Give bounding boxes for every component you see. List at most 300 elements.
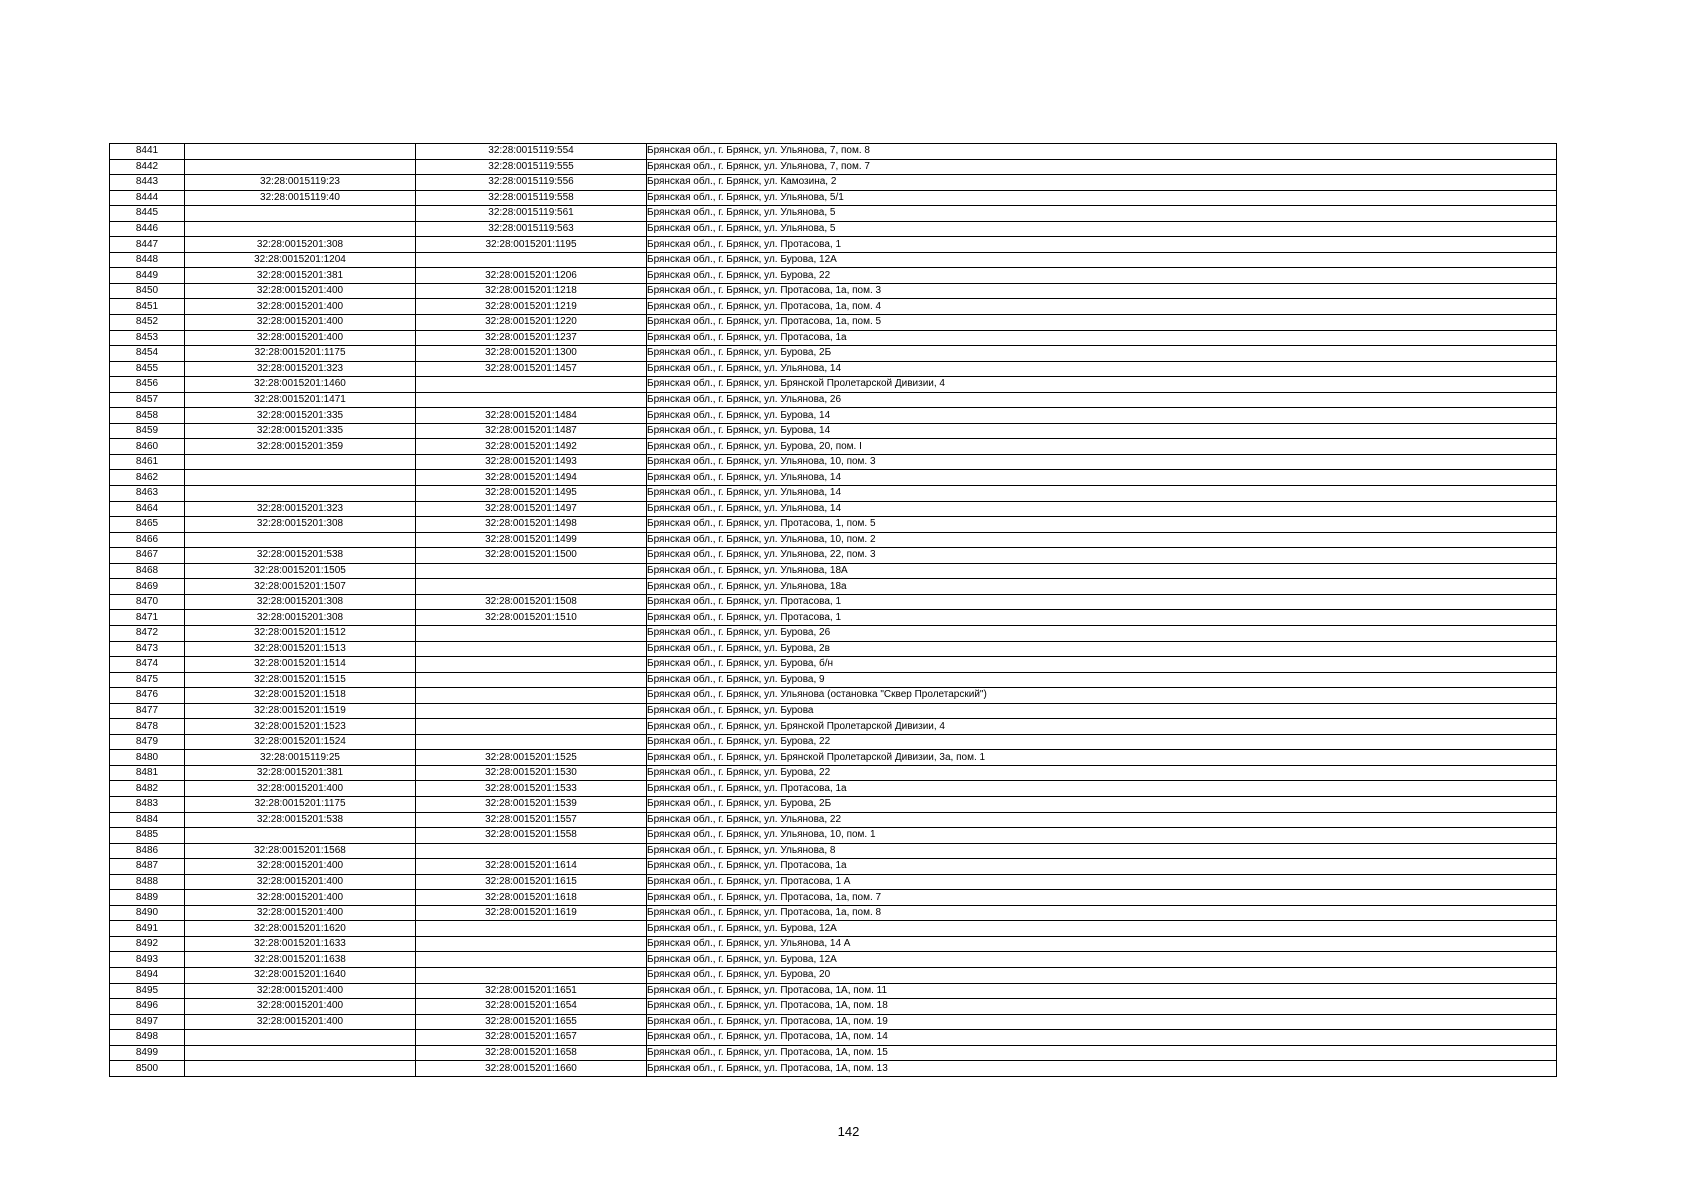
row-number-cell: 8485 <box>110 828 185 844</box>
row-number-cell: 8468 <box>110 563 185 579</box>
table-row <box>110 874 1557 890</box>
table-row <box>110 641 1557 657</box>
land-cadastral-number-cell: 32:28:0015201:1512 <box>185 625 416 641</box>
table-row <box>110 828 1557 844</box>
object-cadastral-number-cell <box>416 703 647 719</box>
object-cadastral-number-cell: 32:28:0015201:1206 <box>416 268 647 284</box>
address-cell: Брянская обл., г. Брянск, ул. Бурова <box>647 703 1557 719</box>
land-cadastral-number-cell <box>185 1045 416 1061</box>
land-cadastral-number-cell: 32:28:0015201:1513 <box>185 641 416 657</box>
row-number-cell: 8486 <box>110 843 185 859</box>
object-cadastral-number-cell: 32:28:0015201:1657 <box>416 1030 647 1046</box>
row-number-cell: 8496 <box>110 999 185 1015</box>
land-cadastral-number-cell: 32:28:0015201:538 <box>185 812 416 828</box>
address-cell: Брянская обл., г. Брянск, ул. Ульянова, 18а <box>647 579 1557 595</box>
address-cell: Брянская обл., г. Брянск, ул. Протасова, 1а, пом. 5 <box>647 315 1557 331</box>
row-number-cell: 8453 <box>110 330 185 346</box>
address-cell: Брянская обл., г. Брянск, ул. Бурова, б/н <box>647 657 1557 673</box>
land-cadastral-number-cell: 32:28:0015201:381 <box>185 765 416 781</box>
land-cadastral-number-cell <box>185 470 416 486</box>
table-row <box>110 750 1557 766</box>
object-cadastral-number-cell: 32:28:0015201:1508 <box>416 594 647 610</box>
address-cell: Брянская обл., г. Брянск, ул. Ульянова, 10, пом. 1 <box>647 828 1557 844</box>
table-row <box>110 999 1557 1015</box>
object-cadastral-number-cell: 32:28:0015201:1487 <box>416 423 647 439</box>
table-row <box>110 1030 1557 1046</box>
address-cell: Брянская обл., г. Брянск, ул. Ульянова, 14 <box>647 470 1557 486</box>
object-cadastral-number-cell <box>416 734 647 750</box>
object-cadastral-number-cell: 32:28:0015201:1484 <box>416 408 647 424</box>
row-number-cell: 8463 <box>110 486 185 502</box>
row-number-cell: 8488 <box>110 874 185 890</box>
object-cadastral-number-cell: 32:28:0015201:1218 <box>416 283 647 299</box>
land-cadastral-number-cell: 32:28:0015119:40 <box>185 190 416 206</box>
object-cadastral-number-cell: 32:28:0015201:1558 <box>416 828 647 844</box>
table-row <box>110 532 1557 548</box>
address-cell: Брянская обл., г. Брянск, ул. Камозина, 2 <box>647 175 1557 191</box>
object-cadastral-number-cell <box>416 657 647 673</box>
row-number-cell: 8450 <box>110 283 185 299</box>
object-cadastral-number-cell: 32:28:0015201:1237 <box>416 330 647 346</box>
table-row <box>110 175 1557 191</box>
object-cadastral-number-cell: 32:28:0015201:1539 <box>416 796 647 812</box>
address-cell: Брянская обл., г. Брянск, ул. Протасова, 1А, пом. 19 <box>647 1014 1557 1030</box>
row-number-cell: 8491 <box>110 921 185 937</box>
address-cell: Брянская обл., г. Брянск, ул. Протасова, 1а, пом. 3 <box>647 283 1557 299</box>
row-number-cell: 8473 <box>110 641 185 657</box>
address-cell: Брянская обл., г. Брянск, ул. Бурова, 22 <box>647 734 1557 750</box>
address-cell: Брянская обл., г. Брянск, ул. Ульянова (остановка "Сквер Пролетарский") <box>647 688 1557 704</box>
table-row <box>110 983 1557 999</box>
row-number-cell: 8492 <box>110 936 185 952</box>
table-row <box>110 283 1557 299</box>
address-cell: Брянская обл., г. Брянск, ул. Ульянова, 10, пом. 2 <box>647 532 1557 548</box>
address-cell: Брянская обл., г. Брянск, ул. Протасова, 1, пом. 5 <box>647 517 1557 533</box>
land-cadastral-number-cell <box>185 454 416 470</box>
land-cadastral-number-cell <box>185 1061 416 1077</box>
object-cadastral-number-cell <box>416 579 647 595</box>
land-cadastral-number-cell: 32:28:0015201:1471 <box>185 392 416 408</box>
object-cadastral-number-cell: 32:28:0015201:1614 <box>416 859 647 875</box>
object-cadastral-number-cell: 32:28:0015201:1500 <box>416 548 647 564</box>
row-number-cell: 8500 <box>110 1061 185 1077</box>
land-cadastral-number-cell: 32:28:0015201:400 <box>185 283 416 299</box>
table-row <box>110 688 1557 704</box>
table-row <box>110 936 1557 952</box>
row-number-cell: 8480 <box>110 750 185 766</box>
land-cadastral-number-cell <box>185 486 416 502</box>
object-cadastral-number-cell: 32:28:0015201:1195 <box>416 237 647 253</box>
row-number-cell: 8495 <box>110 983 185 999</box>
table-row <box>110 1061 1557 1077</box>
row-number-cell: 8444 <box>110 190 185 206</box>
row-number-cell: 8494 <box>110 967 185 983</box>
land-cadastral-number-cell <box>185 159 416 175</box>
address-cell: Брянская обл., г. Брянск, ул. Бурова, 20, пом. I <box>647 439 1557 455</box>
address-cell: Брянская обл., г. Брянск, ул. Бурова, 9 <box>647 672 1557 688</box>
table-row <box>110 812 1557 828</box>
address-cell: Брянская обл., г. Брянск, ул. Брянской Пролетарской Дивизии, 4 <box>647 377 1557 393</box>
object-cadastral-number-cell: 32:28:0015201:1494 <box>416 470 647 486</box>
row-number-cell: 8470 <box>110 594 185 610</box>
row-number-cell: 8441 <box>110 144 185 160</box>
land-cadastral-number-cell: 32:28:0015201:400 <box>185 330 416 346</box>
table-row <box>110 408 1557 424</box>
land-cadastral-number-cell: 32:28:0015201:1514 <box>185 657 416 673</box>
page-number: 142 <box>837 1124 860 1139</box>
table-row <box>110 439 1557 455</box>
object-cadastral-number-cell: 32:28:0015201:1219 <box>416 299 647 315</box>
address-cell: Брянская обл., г. Брянск, ул. Брянской Пролетарской Дивизии, 4 <box>647 719 1557 735</box>
object-cadastral-number-cell: 32:28:0015201:1651 <box>416 983 647 999</box>
land-cadastral-number-cell: 32:28:0015201:1507 <box>185 579 416 595</box>
address-cell: Брянская обл., г. Брянск, ул. Протасова, 1а, пом. 7 <box>647 890 1557 906</box>
table-row <box>110 268 1557 284</box>
land-cadastral-number-cell: 32:28:0015201:1175 <box>185 796 416 812</box>
land-cadastral-number-cell: 32:28:0015201:400 <box>185 890 416 906</box>
address-cell: Брянская обл., г. Брянск, ул. Ульянова, 22, пом. 3 <box>647 548 1557 564</box>
table-row <box>110 796 1557 812</box>
object-cadastral-number-cell: 32:28:0015201:1493 <box>416 454 647 470</box>
address-cell: Брянская обл., г. Брянск, ул. Ульянова, 5 <box>647 221 1557 237</box>
row-number-cell: 8462 <box>110 470 185 486</box>
address-cell: Брянская обл., г. Брянск, ул. Бурова, 2в <box>647 641 1557 657</box>
row-number-cell: 8459 <box>110 423 185 439</box>
address-cell: Брянская обл., г. Брянск, ул. Протасова, 1А, пом. 11 <box>647 983 1557 999</box>
table-row <box>110 315 1557 331</box>
table-row <box>110 625 1557 641</box>
land-cadastral-number-cell <box>185 144 416 160</box>
object-cadastral-number-cell: 32:28:0015201:1618 <box>416 890 647 906</box>
address-cell: Брянская обл., г. Брянск, ул. Протасова, 1 А <box>647 874 1557 890</box>
row-number-cell: 8479 <box>110 734 185 750</box>
land-cadastral-number-cell: 32:28:0015201:1524 <box>185 734 416 750</box>
land-cadastral-number-cell: 32:28:0015119:25 <box>185 750 416 766</box>
land-cadastral-number-cell: 32:28:0015201:323 <box>185 361 416 377</box>
table-row <box>110 703 1557 719</box>
land-cadastral-number-cell: 32:28:0015201:1515 <box>185 672 416 688</box>
address-cell: Брянская обл., г. Брянск, ул. Бурова, 20 <box>647 967 1557 983</box>
register-table <box>109 143 1557 1077</box>
row-number-cell: 8487 <box>110 859 185 875</box>
object-cadastral-number-cell: 32:28:0015201:1495 <box>416 486 647 502</box>
table-row <box>110 221 1557 237</box>
land-cadastral-number-cell: 32:28:0015201:359 <box>185 439 416 455</box>
land-cadastral-number-cell <box>185 221 416 237</box>
table-row <box>110 144 1557 160</box>
table-row <box>110 765 1557 781</box>
address-cell: Брянская обл., г. Брянск, ул. Протасова, 1А, пом. 14 <box>647 1030 1557 1046</box>
address-cell: Брянская обл., г. Брянск, ул. Протасова, 1 <box>647 610 1557 626</box>
address-cell: Брянская обл., г. Брянск, ул. Ульянова, 14 <box>647 501 1557 517</box>
row-number-cell: 8456 <box>110 377 185 393</box>
object-cadastral-number-cell: 32:28:0015201:1557 <box>416 812 647 828</box>
object-cadastral-number-cell: 32:28:0015119:555 <box>416 159 647 175</box>
object-cadastral-number-cell: 32:28:0015201:1619 <box>416 905 647 921</box>
table-row <box>110 392 1557 408</box>
register-table-body <box>110 144 1557 1077</box>
object-cadastral-number-cell <box>416 252 647 268</box>
row-number-cell: 8497 <box>110 1014 185 1030</box>
object-cadastral-number-cell: 32:28:0015201:1492 <box>416 439 647 455</box>
address-cell: Брянская обл., г. Брянск, ул. Бурова, 26 <box>647 625 1557 641</box>
table-row <box>110 299 1557 315</box>
row-number-cell: 8482 <box>110 781 185 797</box>
land-cadastral-number-cell: 32:28:0015201:335 <box>185 408 416 424</box>
address-cell: Брянская обл., г. Брянск, ул. Ульянова, 8 <box>647 843 1557 859</box>
land-cadastral-number-cell: 32:28:0015201:400 <box>185 781 416 797</box>
table-row <box>110 454 1557 470</box>
address-cell: Брянская обл., г. Брянск, ул. Бурова, 12А <box>647 952 1557 968</box>
table-row <box>110 890 1557 906</box>
table-row <box>110 1014 1557 1030</box>
address-cell: Брянская обл., г. Брянск, ул. Бурова, 14 <box>647 408 1557 424</box>
land-cadastral-number-cell: 32:28:0015201:335 <box>185 423 416 439</box>
address-cell: Брянская обл., г. Брянск, ул. Бурова, 22 <box>647 765 1557 781</box>
object-cadastral-number-cell: 32:28:0015201:1300 <box>416 346 647 362</box>
object-cadastral-number-cell: 32:28:0015119:554 <box>416 144 647 160</box>
row-number-cell: 8484 <box>110 812 185 828</box>
row-number-cell: 8442 <box>110 159 185 175</box>
address-cell: Брянская обл., г. Брянск, ул. Протасова, 1а <box>647 859 1557 875</box>
address-cell: Брянская обл., г. Брянск, ул. Ульянова, 26 <box>647 392 1557 408</box>
table-row <box>110 423 1557 439</box>
object-cadastral-number-cell <box>416 952 647 968</box>
table-row <box>110 470 1557 486</box>
address-cell: Брянская обл., г. Брянск, ул. Ульянова, 10, пом. 3 <box>647 454 1557 470</box>
address-cell: Брянская обл., г. Брянск, ул. Ульянова, 18А <box>647 563 1557 579</box>
table-row <box>110 486 1557 502</box>
table-row <box>110 563 1557 579</box>
land-cadastral-number-cell: 32:28:0015201:308 <box>185 237 416 253</box>
table-row <box>110 501 1557 517</box>
table-row <box>110 1045 1557 1061</box>
object-cadastral-number-cell: 32:28:0015201:1615 <box>416 874 647 890</box>
address-cell: Брянская обл., г. Брянск, ул. Ульянова, 14 А <box>647 936 1557 952</box>
address-cell: Брянская обл., г. Брянск, ул. Ульянова, 5 <box>647 206 1557 222</box>
land-cadastral-number-cell: 32:28:0015201:308 <box>185 610 416 626</box>
row-number-cell: 8472 <box>110 625 185 641</box>
table-row <box>110 610 1557 626</box>
object-cadastral-number-cell: 32:28:0015201:1457 <box>416 361 647 377</box>
row-number-cell: 8469 <box>110 579 185 595</box>
row-number-cell: 8474 <box>110 657 185 673</box>
row-number-cell: 8481 <box>110 765 185 781</box>
table-row <box>110 672 1557 688</box>
row-number-cell: 8498 <box>110 1030 185 1046</box>
object-cadastral-number-cell <box>416 936 647 952</box>
row-number-cell: 8478 <box>110 719 185 735</box>
row-number-cell: 8475 <box>110 672 185 688</box>
object-cadastral-number-cell: 32:28:0015201:1498 <box>416 517 647 533</box>
address-cell: Брянская обл., г. Брянск, ул. Протасова, 1 <box>647 594 1557 610</box>
address-cell: Брянская обл., г. Брянск, ул. Протасова, 1А, пом. 13 <box>647 1061 1557 1077</box>
address-cell: Брянская обл., г. Брянск, ул. Бурова, 2Б <box>647 796 1557 812</box>
object-cadastral-number-cell: 32:28:0015201:1655 <box>416 1014 647 1030</box>
object-cadastral-number-cell: 32:28:0015201:1660 <box>416 1061 647 1077</box>
row-number-cell: 8471 <box>110 610 185 626</box>
object-cadastral-number-cell <box>416 392 647 408</box>
object-cadastral-number-cell <box>416 641 647 657</box>
table-row <box>110 657 1557 673</box>
table-row <box>110 719 1557 735</box>
land-cadastral-number-cell: 32:28:0015201:400 <box>185 299 416 315</box>
object-cadastral-number-cell: 32:28:0015119:563 <box>416 221 647 237</box>
land-cadastral-number-cell: 32:28:0015201:1523 <box>185 719 416 735</box>
land-cadastral-number-cell: 32:28:0015201:1638 <box>185 952 416 968</box>
land-cadastral-number-cell: 32:28:0015201:1460 <box>185 377 416 393</box>
row-number-cell: 8467 <box>110 548 185 564</box>
address-cell: Брянская обл., г. Брянск, ул. Ульянова, 5/1 <box>647 190 1557 206</box>
land-cadastral-number-cell: 32:28:0015201:381 <box>185 268 416 284</box>
row-number-cell: 8460 <box>110 439 185 455</box>
row-number-cell: 8448 <box>110 252 185 268</box>
land-cadastral-number-cell: 32:28:0015201:1505 <box>185 563 416 579</box>
row-number-cell: 8461 <box>110 454 185 470</box>
object-cadastral-number-cell: 32:28:0015119:558 <box>416 190 647 206</box>
table-row <box>110 237 1557 253</box>
land-cadastral-number-cell: 32:28:0015201:400 <box>185 999 416 1015</box>
object-cadastral-number-cell: 32:28:0015201:1658 <box>416 1045 647 1061</box>
table-row <box>110 921 1557 937</box>
land-cadastral-number-cell: 32:28:0015201:400 <box>185 859 416 875</box>
land-cadastral-number-cell: 32:28:0015201:1640 <box>185 967 416 983</box>
land-cadastral-number-cell: 32:28:0015201:323 <box>185 501 416 517</box>
address-cell: Брянская обл., г. Брянск, ул. Бурова, 22 <box>647 268 1557 284</box>
land-cadastral-number-cell: 32:28:0015201:1204 <box>185 252 416 268</box>
row-number-cell: 8493 <box>110 952 185 968</box>
land-cadastral-number-cell: 32:28:0015201:1519 <box>185 703 416 719</box>
land-cadastral-number-cell: 32:28:0015201:400 <box>185 905 416 921</box>
table-row <box>110 781 1557 797</box>
land-cadastral-number-cell: 32:28:0015201:1620 <box>185 921 416 937</box>
table-row <box>110 967 1557 983</box>
address-cell: Брянская обл., г. Брянск, ул. Бурова, 12А <box>647 921 1557 937</box>
row-number-cell: 8483 <box>110 796 185 812</box>
object-cadastral-number-cell <box>416 843 647 859</box>
address-cell: Брянская обл., г. Брянск, ул. Протасова, 1 <box>647 237 1557 253</box>
object-cadastral-number-cell: 32:28:0015201:1525 <box>416 750 647 766</box>
row-number-cell: 8466 <box>110 532 185 548</box>
land-cadastral-number-cell: 32:28:0015201:1568 <box>185 843 416 859</box>
land-cadastral-number-cell <box>185 532 416 548</box>
row-number-cell: 8455 <box>110 361 185 377</box>
land-cadastral-number-cell: 32:28:0015201:1633 <box>185 936 416 952</box>
table-row <box>110 330 1557 346</box>
table-row <box>110 159 1557 175</box>
land-cadastral-number-cell <box>185 206 416 222</box>
row-number-cell: 8443 <box>110 175 185 191</box>
row-number-cell: 8446 <box>110 221 185 237</box>
land-cadastral-number-cell <box>185 1030 416 1046</box>
object-cadastral-number-cell: 32:28:0015119:561 <box>416 206 647 222</box>
land-cadastral-number-cell: 32:28:0015201:308 <box>185 594 416 610</box>
table-row <box>110 190 1557 206</box>
row-number-cell: 8465 <box>110 517 185 533</box>
object-cadastral-number-cell <box>416 672 647 688</box>
object-cadastral-number-cell: 32:28:0015201:1533 <box>416 781 647 797</box>
object-cadastral-number-cell <box>416 625 647 641</box>
table-row <box>110 548 1557 564</box>
object-cadastral-number-cell: 32:28:0015201:1530 <box>416 765 647 781</box>
address-cell: Брянская обл., г. Брянск, ул. Протасова, 1а, пом. 8 <box>647 905 1557 921</box>
row-number-cell: 8454 <box>110 346 185 362</box>
table-row <box>110 361 1557 377</box>
object-cadastral-number-cell: 32:28:0015201:1499 <box>416 532 647 548</box>
address-cell: Брянская обл., г. Брянск, ул. Ульянова, 14 <box>647 486 1557 502</box>
address-cell: Брянская обл., г. Брянск, ул. Бурова, 14 <box>647 423 1557 439</box>
address-cell: Брянская обл., г. Брянск, ул. Протасова, 1а <box>647 781 1557 797</box>
table-row <box>110 905 1557 921</box>
address-cell: Брянская обл., г. Брянск, ул. Бурова, 12А <box>647 252 1557 268</box>
row-number-cell: 8447 <box>110 237 185 253</box>
object-cadastral-number-cell: 32:28:0015201:1654 <box>416 999 647 1015</box>
row-number-cell: 8445 <box>110 206 185 222</box>
land-cadastral-number-cell: 32:28:0015201:400 <box>185 315 416 331</box>
table-row <box>110 252 1557 268</box>
table-row <box>110 579 1557 595</box>
address-cell: Брянская обл., г. Брянск, ул. Брянской Пролетарской Дивизии, 3а, пом. 1 <box>647 750 1557 766</box>
land-cadastral-number-cell: 32:28:0015201:400 <box>185 1014 416 1030</box>
land-cadastral-number-cell: 32:28:0015201:400 <box>185 983 416 999</box>
object-cadastral-number-cell: 32:28:0015119:556 <box>416 175 647 191</box>
land-cadastral-number-cell: 32:28:0015201:538 <box>185 548 416 564</box>
land-cadastral-number-cell: 32:28:0015201:308 <box>185 517 416 533</box>
address-cell: Брянская обл., г. Брянск, ул. Протасова, 1А, пом. 15 <box>647 1045 1557 1061</box>
object-cadastral-number-cell: 32:28:0015201:1497 <box>416 501 647 517</box>
table-row <box>110 517 1557 533</box>
table-row <box>110 734 1557 750</box>
object-cadastral-number-cell: 32:28:0015201:1510 <box>416 610 647 626</box>
table-row <box>110 206 1557 222</box>
table-row <box>110 843 1557 859</box>
object-cadastral-number-cell <box>416 377 647 393</box>
row-number-cell: 8464 <box>110 501 185 517</box>
land-cadastral-number-cell: 32:28:0015201:1518 <box>185 688 416 704</box>
row-number-cell: 8489 <box>110 890 185 906</box>
land-cadastral-number-cell: 32:28:0015201:400 <box>185 874 416 890</box>
row-number-cell: 8477 <box>110 703 185 719</box>
land-cadastral-number-cell: 32:28:0015201:1175 <box>185 346 416 362</box>
address-cell: Брянская обл., г. Брянск, ул. Протасова, 1а, пом. 4 <box>647 299 1557 315</box>
address-cell: Брянская обл., г. Брянск, ул. Ульянова, 7, пом. 7 <box>647 159 1557 175</box>
row-number-cell: 8458 <box>110 408 185 424</box>
address-cell: Брянская обл., г. Брянск, ул. Ульянова, 14 <box>647 361 1557 377</box>
row-number-cell: 8490 <box>110 905 185 921</box>
land-cadastral-number-cell <box>185 828 416 844</box>
object-cadastral-number-cell: 32:28:0015201:1220 <box>416 315 647 331</box>
row-number-cell: 8476 <box>110 688 185 704</box>
object-cadastral-number-cell <box>416 967 647 983</box>
table-row <box>110 859 1557 875</box>
address-cell: Брянская обл., г. Брянск, ул. Ульянова, 22 <box>647 812 1557 828</box>
row-number-cell: 8451 <box>110 299 185 315</box>
object-cadastral-number-cell <box>416 719 647 735</box>
object-cadastral-number-cell <box>416 688 647 704</box>
table-row <box>110 346 1557 362</box>
address-cell: Брянская обл., г. Брянск, ул. Бурова, 2Б <box>647 346 1557 362</box>
land-cadastral-number-cell: 32:28:0015119:23 <box>185 175 416 191</box>
table-row <box>110 952 1557 968</box>
object-cadastral-number-cell <box>416 563 647 579</box>
address-cell: Брянская обл., г. Брянск, ул. Ульянова, 7, пом. 8 <box>647 144 1557 160</box>
row-number-cell: 8449 <box>110 268 185 284</box>
row-number-cell: 8499 <box>110 1045 185 1061</box>
address-cell: Брянская обл., г. Брянск, ул. Протасова, 1а <box>647 330 1557 346</box>
address-cell: Брянская обл., г. Брянск, ул. Протасова, 1А, пом. 18 <box>647 999 1557 1015</box>
object-cadastral-number-cell <box>416 921 647 937</box>
row-number-cell: 8452 <box>110 315 185 331</box>
